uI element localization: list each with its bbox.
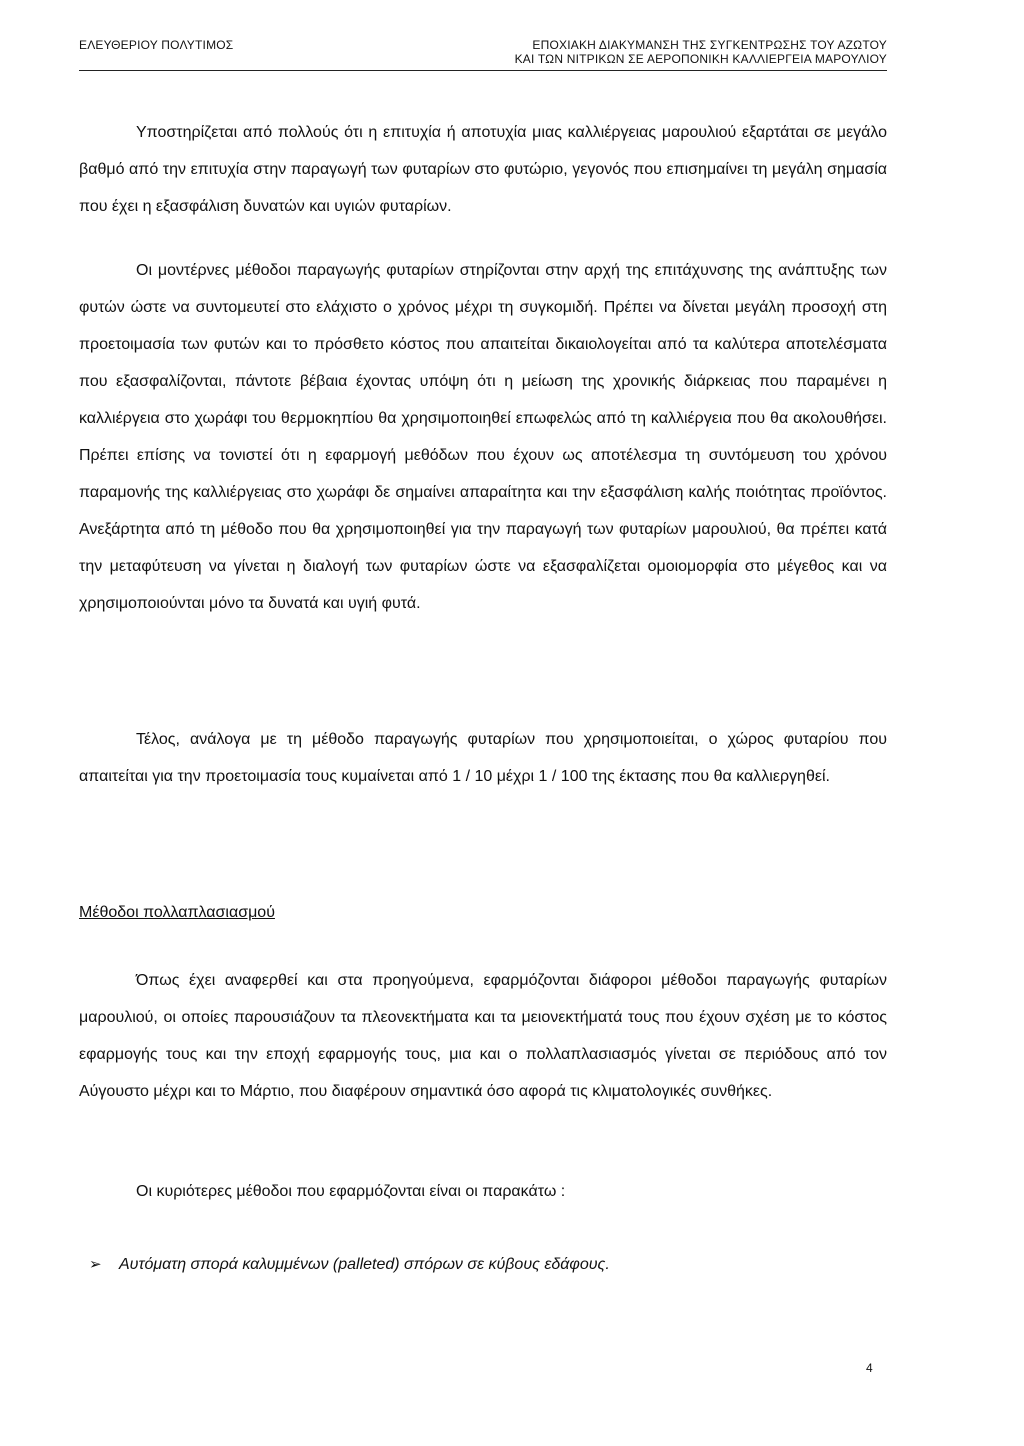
header-divider <box>79 70 887 71</box>
paragraph-3: Τέλος, ανάλογα με τη μέθοδο παραγωγής φυταρίων που χρησιμοποιείται, ο χώρος φυταρίου που απαιτείται για την προετοιμασία τους κυμαίνεται από 1 / 10 μέχρι 1 / 100 της έκτασης που θα καλλιεργηθεί. <box>79 731 887 785</box>
paragraph-5: Οι κυριότερες μέθοδοι που εφαρμόζονται είναι οι παρακάτω : <box>136 1183 566 1200</box>
header-title-line-1: ΕΠΟΧΙΑΚΗ ΔΙΑΚΥΜΑΝΣΗ ΤΗΣ ΣΥΓΚΕΝΤΡΩΣΗΣ ΤΟΥ ΑΖΩΤΟΥ <box>532 38 887 52</box>
list-item-text: Αυτόματη σπορά καλυμμένων (palleted) σπόρων σε κύβους εδάφους. <box>119 1256 610 1273</box>
list-item <box>89 1253 887 1277</box>
paragraph-4: Όπως έχει αναφερθεί και στα προηγούμενα, εφαρμόζονται διάφοροι μέθοδοι παραγωγής φυταρίων μαρουλιού, οι οποίες παρουσιάζουν τα πλεονεκτήματα και τα μειονεκτήματά τους που έχουν σχέση με το κόστος εφαρμογής τους και την εποχή εφαρμογής τους, μια και ο πολλαπλασιασμός γίνεται σε περιόδους από τον Αύγουστο μέχρι και το Μάρτιο, που διαφέρουν σημαντικά όσο αφορά τις κλιματολογικές συνθήκες. <box>79 972 887 1100</box>
header-author: ΕΛΕΥΘΕΡΙΟΥ ΠΟΛΥΤΙΜΟΣ <box>79 38 234 52</box>
methods-list <box>89 1253 887 1277</box>
page-number: 4 <box>866 1361 873 1375</box>
arrow-bullet-icon: ➢ <box>89 1256 102 1273</box>
header-title-line-2: ΚΑΙ ΤΩΝ ΝΙΤΡΙΚΩΝ ΣΕ ΑΕΡΟΠΟΝΙΚΗ ΚΑΛΛΙΕΡΓΕΙΑ ΜΑΡΟΥΛΙΟΥ <box>514 52 887 66</box>
paragraph-2: Οι μοντέρνες μέθοδοι παραγωγής φυταρίων στηρίζονται στην αρχή της επιτάχυνσης της ανάπτυξης των φυτών ώστε να συντομευτεί στο ελάχιστο ο χρόνος μέχρι τη συγκομιδή. Πρέπει να δίνεται μεγάλη προσοχή στη προετοιμασία των φυτών και το πρόσθετο κόστος που απαιτείται δικαιολογείται από τα καλύτερα αποτελέσματα που εξασφαλίζονται, πάντοτε βέβαια έχοντας υπόψη ότι η μείωση της χρονικής διάρκειας που παραμένει η καλλιέργεια στο χωράφι του θερμοκηπίου θα χρησιμοποιηθεί επωφελώς από τη καλλιέργεια που θα ακολουθήσει. Πρέπει επίσης να τονιστεί ότι η εφαρμογή μεθόδων που έχουν ως αποτέλεσμα τη συντόμευση του χρόνου παραμονής της καλλιέργειας στο χωράφι δε σημαίνει απαραίτητα και την εξασφάλιση καλής ποιότητας προϊόντος. Ανεξάρτητα από τη μέθοδο που θα χρησιμοποιηθεί για την παραγωγή των φυταρίων μαρουλιού, θα πρέπει κατά την μεταφύτευση να γίνεται η διαλογή των φυταρίων ώστε να εξασφαλίζεται ομοιομορφία στο μέγεθος και να χρησιμοποιούνται μόνο τα δυνατά και υγιή φυτά. <box>79 262 887 612</box>
paragraph-1: Υποστηρίζεται από πολλούς ότι η επιτυχία ή αποτυχία μιας καλλιέργειας μαρουλιού εξαρτάται σε μεγάλο βαθμό από την επιτυχία στην παραγωγή των φυταρίων στο φυτώριο, γεγονός που επισημαίνει τη μεγάλη σημασία που έχει η εξασφάλιση δυνατών και υγιών φυταρίων. <box>79 124 887 215</box>
header-title <box>515 38 887 66</box>
section-heading: Μέθοδοι πολλαπλασιασμού <box>79 904 275 921</box>
